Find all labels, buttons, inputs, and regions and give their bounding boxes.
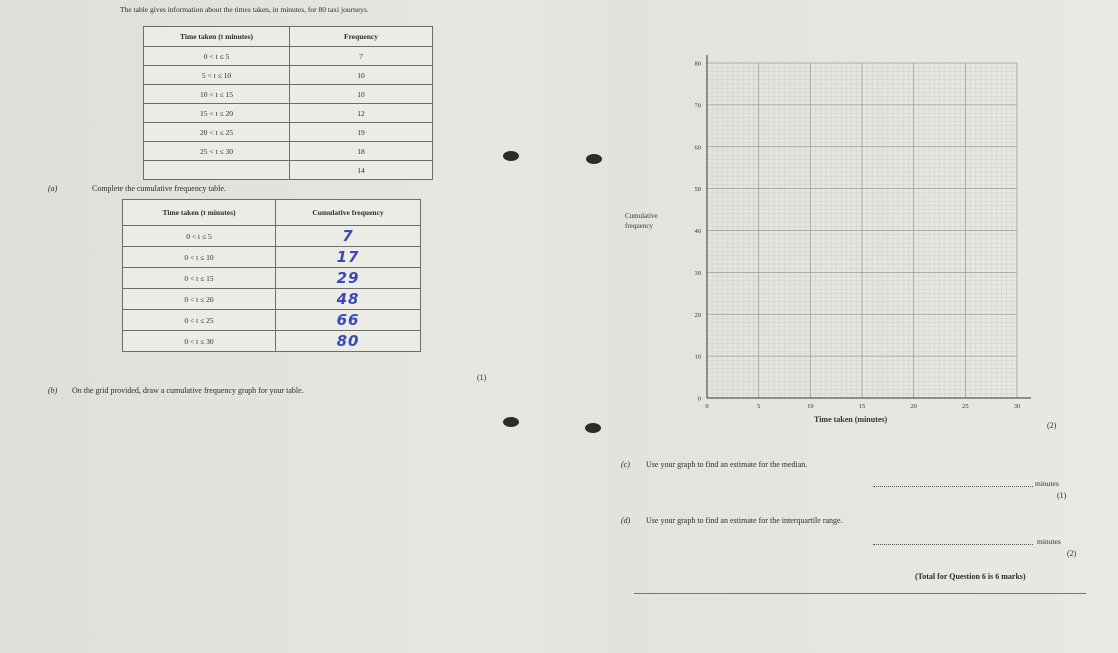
answer-line	[873, 486, 1033, 487]
part-b-label: (b)	[48, 386, 58, 395]
y-tick-label: 60	[694, 144, 701, 152]
table-cell: 0 < t ≤ 5	[123, 226, 276, 247]
table-cell: 25 < t ≤ 30	[144, 142, 290, 161]
question-intro: The table gives information about the times taken, in minutes, for 80 taxi journeys.	[120, 5, 369, 14]
x-tick-label: 15	[858, 403, 866, 410]
punch-hole	[585, 423, 601, 433]
table-header: Frequency	[290, 27, 433, 47]
part-c-label: (c)	[621, 460, 630, 469]
table-cell: 0 < t ≤ 10	[123, 247, 276, 268]
graph-xlabel: Time taken (minutes)	[814, 415, 888, 424]
handwritten-answer: 80	[276, 331, 421, 352]
table-cell: 0 < t ≤ 30	[123, 331, 276, 352]
table-cell: 12	[290, 104, 433, 123]
cumulative-frequency-grid	[615, 45, 1035, 435]
graph-ylabel: Cumulative	[625, 212, 658, 220]
x-tick-label: 10	[807, 403, 814, 410]
x-tick-label: 20	[910, 403, 917, 410]
divider	[634, 593, 1086, 594]
table-cell: 0 < t ≤ 15	[123, 268, 276, 289]
handwritten-answer: 66	[276, 310, 421, 331]
table-header: Cumulative frequency	[276, 200, 421, 226]
part-d-marks: (2)	[1067, 549, 1077, 558]
table-cell: 0 < t ≤ 25	[123, 310, 276, 331]
part-a-marks: (1)	[477, 373, 487, 382]
frequency-table	[143, 26, 433, 180]
y-tick-label: 40	[694, 228, 701, 235]
table-cell: 15 < t ≤ 20	[144, 104, 290, 123]
part-a-label: (a)	[48, 184, 58, 193]
table-cell: 14	[290, 161, 433, 180]
table-cell	[144, 161, 290, 180]
answer-unit: minutes	[1037, 537, 1061, 546]
handwritten-answer: 48	[276, 289, 421, 310]
part-b-text: On the grid provided, draw a cumulative frequency graph for your table.	[72, 386, 304, 395]
handwritten-answer: 17	[276, 247, 421, 268]
table-cell: 0 < t ≤ 20	[123, 289, 276, 310]
part-d-label: (d)	[621, 516, 631, 525]
y-tick-label: 20	[694, 311, 701, 319]
table-cell: 10 < t ≤ 15	[144, 85, 290, 104]
handwritten-answer: 29	[276, 268, 421, 289]
answer-unit: minutes	[1035, 479, 1059, 488]
x-tick-label: 30	[1013, 403, 1021, 410]
part-d-text: Use your graph to find an estimate for the interquartile range.	[646, 516, 843, 525]
table-cell: 5 < t ≤ 10	[144, 66, 290, 85]
part-b-marks: (2)	[1047, 421, 1057, 430]
punch-hole	[503, 417, 519, 427]
part-c-marks: (1)	[1057, 491, 1067, 500]
x-tick-label: 0	[705, 403, 709, 410]
x-tick-label: 25	[962, 403, 969, 410]
answer-line	[873, 544, 1033, 545]
y-tick-label: 10	[694, 353, 701, 361]
table-cell: 20 < t ≤ 25	[144, 123, 290, 142]
table-header: Time taken (t minutes)	[144, 27, 290, 47]
table-cell: 10	[290, 66, 433, 85]
table-cell: 7	[290, 47, 433, 66]
graph-ylabel: frequency	[625, 222, 653, 230]
y-tick-label: 50	[694, 186, 701, 194]
y-tick-label: 80	[694, 60, 701, 68]
x-tick-label: 5	[757, 403, 761, 410]
part-a-text: Complete the cumulative frequency table.	[92, 184, 226, 193]
handwritten-answer: 7	[276, 226, 421, 247]
question-total: (Total for Question 6 is 6 marks)	[915, 572, 1026, 581]
table-cell: 19	[290, 123, 433, 142]
punch-hole	[503, 151, 519, 161]
table-cell: 0 < t ≤ 5	[144, 47, 290, 66]
part-c-text: Use your graph to find an estimate for the median.	[646, 460, 808, 469]
cumulative-frequency-table	[122, 199, 421, 352]
y-tick-label: 30	[694, 269, 701, 277]
table-header: Time taken (t minutes)	[123, 200, 276, 226]
y-tick-label: 70	[694, 102, 701, 110]
table-cell: 18	[290, 142, 433, 161]
table-cell: 10	[290, 85, 433, 104]
punch-hole	[586, 154, 602, 164]
y-tick-label: 0	[697, 395, 701, 403]
